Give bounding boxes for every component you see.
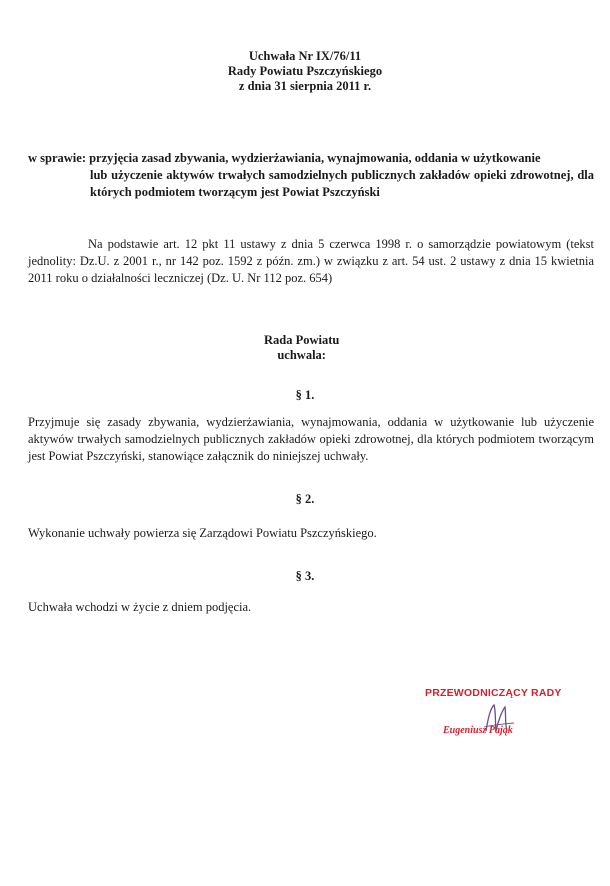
resolution-number: Uchwała Nr IX/76/11: [248, 49, 362, 63]
subject-lead: w sprawie: przyjęcia zasad zbywania, wydzierżawiania, wynajmowania, oddania w użytkowanie: [28, 151, 541, 165]
resolution-subject: [28, 150, 594, 201]
stamp-name: Eugeniusz Pająk: [443, 725, 513, 736]
council-name: Rady Powiatu Pszczyńskiego: [227, 64, 383, 78]
council-resolves: [264, 333, 339, 363]
council-resolves-label: uchwala:: [277, 348, 326, 362]
legal-basis: Na podstawie art. 12 pkt 11 ustawy z dnia 5 czerwca 1998 r. o samorządzie powiatowym (tekst jednolity: Dz.U. z 2001 r., nr 142 poz. 1592 z późn. zm.) w związku z art. 54 ust. 2 ustawy z dnia 15 kwietnia 2011 roku o działalności leczniczej (Dz. U. Nr 112 poz. 654): [28, 237, 594, 285]
stamp-title: PRZEWODNICZĄCY RADY: [425, 687, 562, 699]
subject-rest: lub użyczenie aktywów trwałych samodzielnych publicznych zakładów opieki zdrowotnej, dla których podmiotem tworzącym jest Powiat Pszczyński: [90, 168, 594, 199]
section-2-text: Wykonanie uchwały powierza się Zarządowi Powiatu Pszczyńskiego.: [28, 526, 377, 540]
section-1-text: Przyjmuje się zasady zbywania, wydzierżawiania, wynajmowania, oddania w użytkowanie lub użyczenie aktywów trwałych samodzielnych publicznych zakładów opieki zdrowotnej, dla których podmiotem tworzącym jest Powiat Pszczyński, stanowiące załącznik do niniejszej uchwały.: [28, 415, 594, 463]
council-heading: Rada Powiatu: [264, 333, 340, 347]
section-3-mark: § 3.: [295, 569, 315, 583]
resolution-header: [0, 49, 610, 94]
section-3-text: Uchwała wchodzi w życie z dniem podjęcia.: [28, 600, 252, 614]
section-2-mark: § 2.: [295, 492, 315, 506]
chairman-stamp: [425, 687, 585, 736]
section-1-mark: § 1.: [295, 388, 315, 402]
resolution-date: z dnia 31 sierpnia 2011 r.: [238, 79, 372, 93]
